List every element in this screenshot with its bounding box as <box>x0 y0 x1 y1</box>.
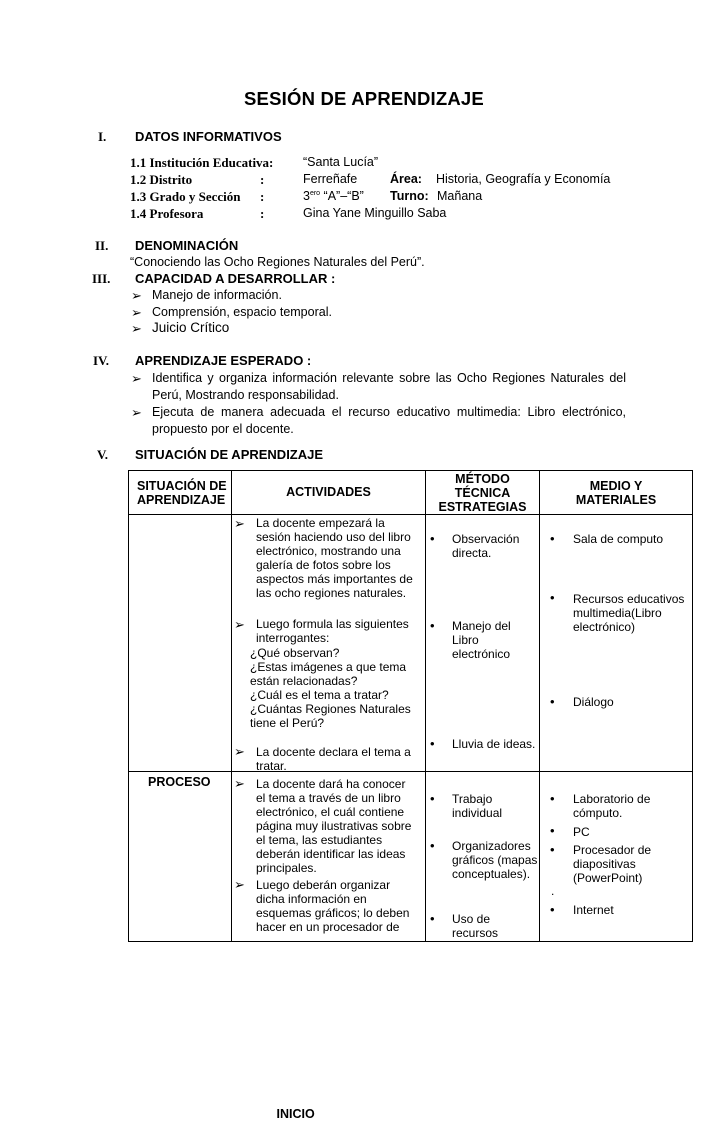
arrow-bullet-icon: ➢ <box>234 877 245 892</box>
datos-distrito-colon: : <box>260 172 265 187</box>
capacidad-item: Manejo de información. <box>152 288 282 302</box>
datos-profesora-value: Gina Yane Minguillo Saba <box>303 206 447 220</box>
inicio-pregunta-2: ¿Estas imágenes a que tema están relacionadas? <box>250 660 407 688</box>
inicio-actividad-3: La docente declara el tema a tratar. <box>256 745 411 773</box>
aprendizaje-item: Ejecuta de manera adecuada el recurso educativo multimedia: Libro electrónico, propuesto por el docente. <box>152 405 626 436</box>
arrow-bullet-icon: ➢ <box>234 744 245 759</box>
datos-profesora-label: 1.4 Profesora <box>130 206 204 221</box>
inicio-medio-1: Sala de computo <box>573 532 664 546</box>
datos-area-label: Área: <box>390 172 422 186</box>
inicio-metodo-2: Manejo del Libro electrónico <box>452 619 511 661</box>
datos-grado-colon: : <box>260 189 265 204</box>
inicio-medio-2: Recursos educativos multimedia(Libro electrónico) <box>573 592 685 634</box>
stray-period: . <box>551 884 555 898</box>
proceso-cell <box>129 772 232 942</box>
proceso-medio-1: Laboratorio de cómputo. <box>573 792 651 820</box>
section-4-number: IV. <box>93 353 110 368</box>
arrow-bullet-icon: ➢ <box>131 288 142 303</box>
proceso-label: PROCESO <box>148 775 211 789</box>
datos-distrito-label: 1.2 Distrito <box>130 172 193 187</box>
arrow-bullet-icon: ➢ <box>234 617 245 632</box>
proceso-medio-2: PC <box>573 825 590 839</box>
proceso-metodo-3: Uso de recursos <box>452 912 499 940</box>
arrow-bullet-icon: ➢ <box>131 405 142 420</box>
proceso-metodo-2: Organizadores gráficos (mapas conceptuales). <box>452 839 538 881</box>
bullet-dot-icon: • <box>430 791 435 806</box>
denominacion-text: “Conociendo las Ocho Regiones Naturales del Perú”. <box>130 255 425 269</box>
capacidad-item: Juicio Crítico <box>152 320 230 335</box>
section-3-number: III. <box>92 271 111 286</box>
arrow-bullet-icon: ➢ <box>234 776 245 791</box>
inicio-medios <box>540 515 693 772</box>
inicio-actividad-2: Luego formula las siguientes interrogantes: <box>256 617 409 645</box>
inicio-pregunta-1: ¿Qué observan? <box>250 646 340 660</box>
proceso-metodo-1: Trabajo individual <box>452 792 503 820</box>
datos-turno-label: Turno: <box>390 189 429 203</box>
capacidad-item: Comprensión, espacio temporal. <box>152 305 332 319</box>
arrow-bullet-icon: ➢ <box>234 516 245 531</box>
inicio-actividad-1: La docente empezará la sesión haciendo uso del libro electrónico, mostrando una galería de fotos sobre los aspectos más importantes de las ocho regiones naturales. <box>256 516 413 600</box>
datos-institucion-label: 1.1 Institución Educativa: <box>130 155 274 170</box>
section-5-title: SITUACIÓN DE APRENDIZAJE <box>135 447 324 462</box>
inicio-pregunta-3: ¿Cuál es el tema a tratar? <box>250 688 389 702</box>
proceso-actividad-2: Luego deberán organizar dicha información en esquemas gráficos; lo deben hacer en un procesador de <box>256 878 410 934</box>
bullet-dot-icon: • <box>550 902 555 917</box>
inicio-pregunta-4: ¿Cuántas Regiones Naturales tiene el Perú? <box>250 702 411 730</box>
bullet-dot-icon: • <box>430 736 435 751</box>
bullet-dot-icon: • <box>550 791 555 806</box>
arrow-bullet-icon: ➢ <box>131 305 142 320</box>
section-2-title: DENOMINACIÓN <box>135 238 239 253</box>
inicio-metodo-1: Observación directa. <box>452 532 520 560</box>
section-5-number: V. <box>97 447 108 462</box>
datos-grado-value: $3^{ero}$ “A”–“B” <box>303 189 364 203</box>
section-2-number: II. <box>95 238 109 253</box>
datos-turno-value: Mañana <box>437 189 483 203</box>
bullet-dot-icon: • <box>430 618 435 633</box>
proceso-actividad-1: La docente dará ha conocer el tema a través de un libro electrónico, el cuál contiene página muy ilustrativas sobre el tema, las estudiantes deberán identificar las ideas principales. <box>256 777 412 875</box>
header-metodo: MÉTODO TÉCNICA ESTRATEGIAS <box>426 471 540 515</box>
section-3-title: CAPACIDAD A DESARROLLAR : <box>135 271 336 286</box>
header-actividades: ACTIVIDADES <box>232 471 426 515</box>
arrow-bullet-icon: ➢ <box>131 371 142 386</box>
bullet-dot-icon: • <box>430 911 435 926</box>
section-1-number: I. <box>98 129 107 144</box>
proceso-medio-3: Procesador de diapositivas (PowerPoint) <box>573 843 652 885</box>
aprendizaje-item: Identifica y organiza información relevante sobre las Ocho Regiones Naturales del Perú, Mostrando responsabilidad. <box>152 371 626 402</box>
inicio-label: INICIO <box>276 1106 315 1121</box>
datos-profesora-colon: : <box>260 206 265 221</box>
bullet-dot-icon: • <box>430 531 435 546</box>
header-situacion: SITUACIÓN DE APRENDIZAJE <box>129 471 232 515</box>
section-1-title: DATOS INFORMATIVOS <box>135 129 282 144</box>
datos-institucion-value: “Santa Lucía” <box>303 155 379 169</box>
page-title: SESIÓN DE APRENDIZAJE <box>244 88 484 109</box>
bullet-dot-icon: • <box>550 823 555 838</box>
bullet-dot-icon: • <box>430 838 435 853</box>
arrow-bullet-icon: ➢ <box>131 321 142 336</box>
datos-area-value: Historia, Geografía y Economía <box>436 172 611 186</box>
inicio-metodo-3: Lluvia de ideas. <box>452 737 536 751</box>
bullet-dot-icon: • <box>550 694 555 709</box>
datos-grado-label: 1.3 Grado y Sección <box>130 189 241 204</box>
inicio-medio-3: Diálogo <box>573 695 614 709</box>
proceso-medio-4: Internet <box>573 903 614 917</box>
header-medio: MEDIO Y MATERIALES <box>540 471 693 515</box>
bullet-dot-icon: • <box>550 842 555 857</box>
section-4-title: APRENDIZAJE ESPERADO : <box>135 353 312 368</box>
datos-distrito-value: Ferreñafe <box>303 172 358 186</box>
bullet-dot-icon: • <box>550 590 555 605</box>
bullet-dot-icon: • <box>550 531 555 546</box>
